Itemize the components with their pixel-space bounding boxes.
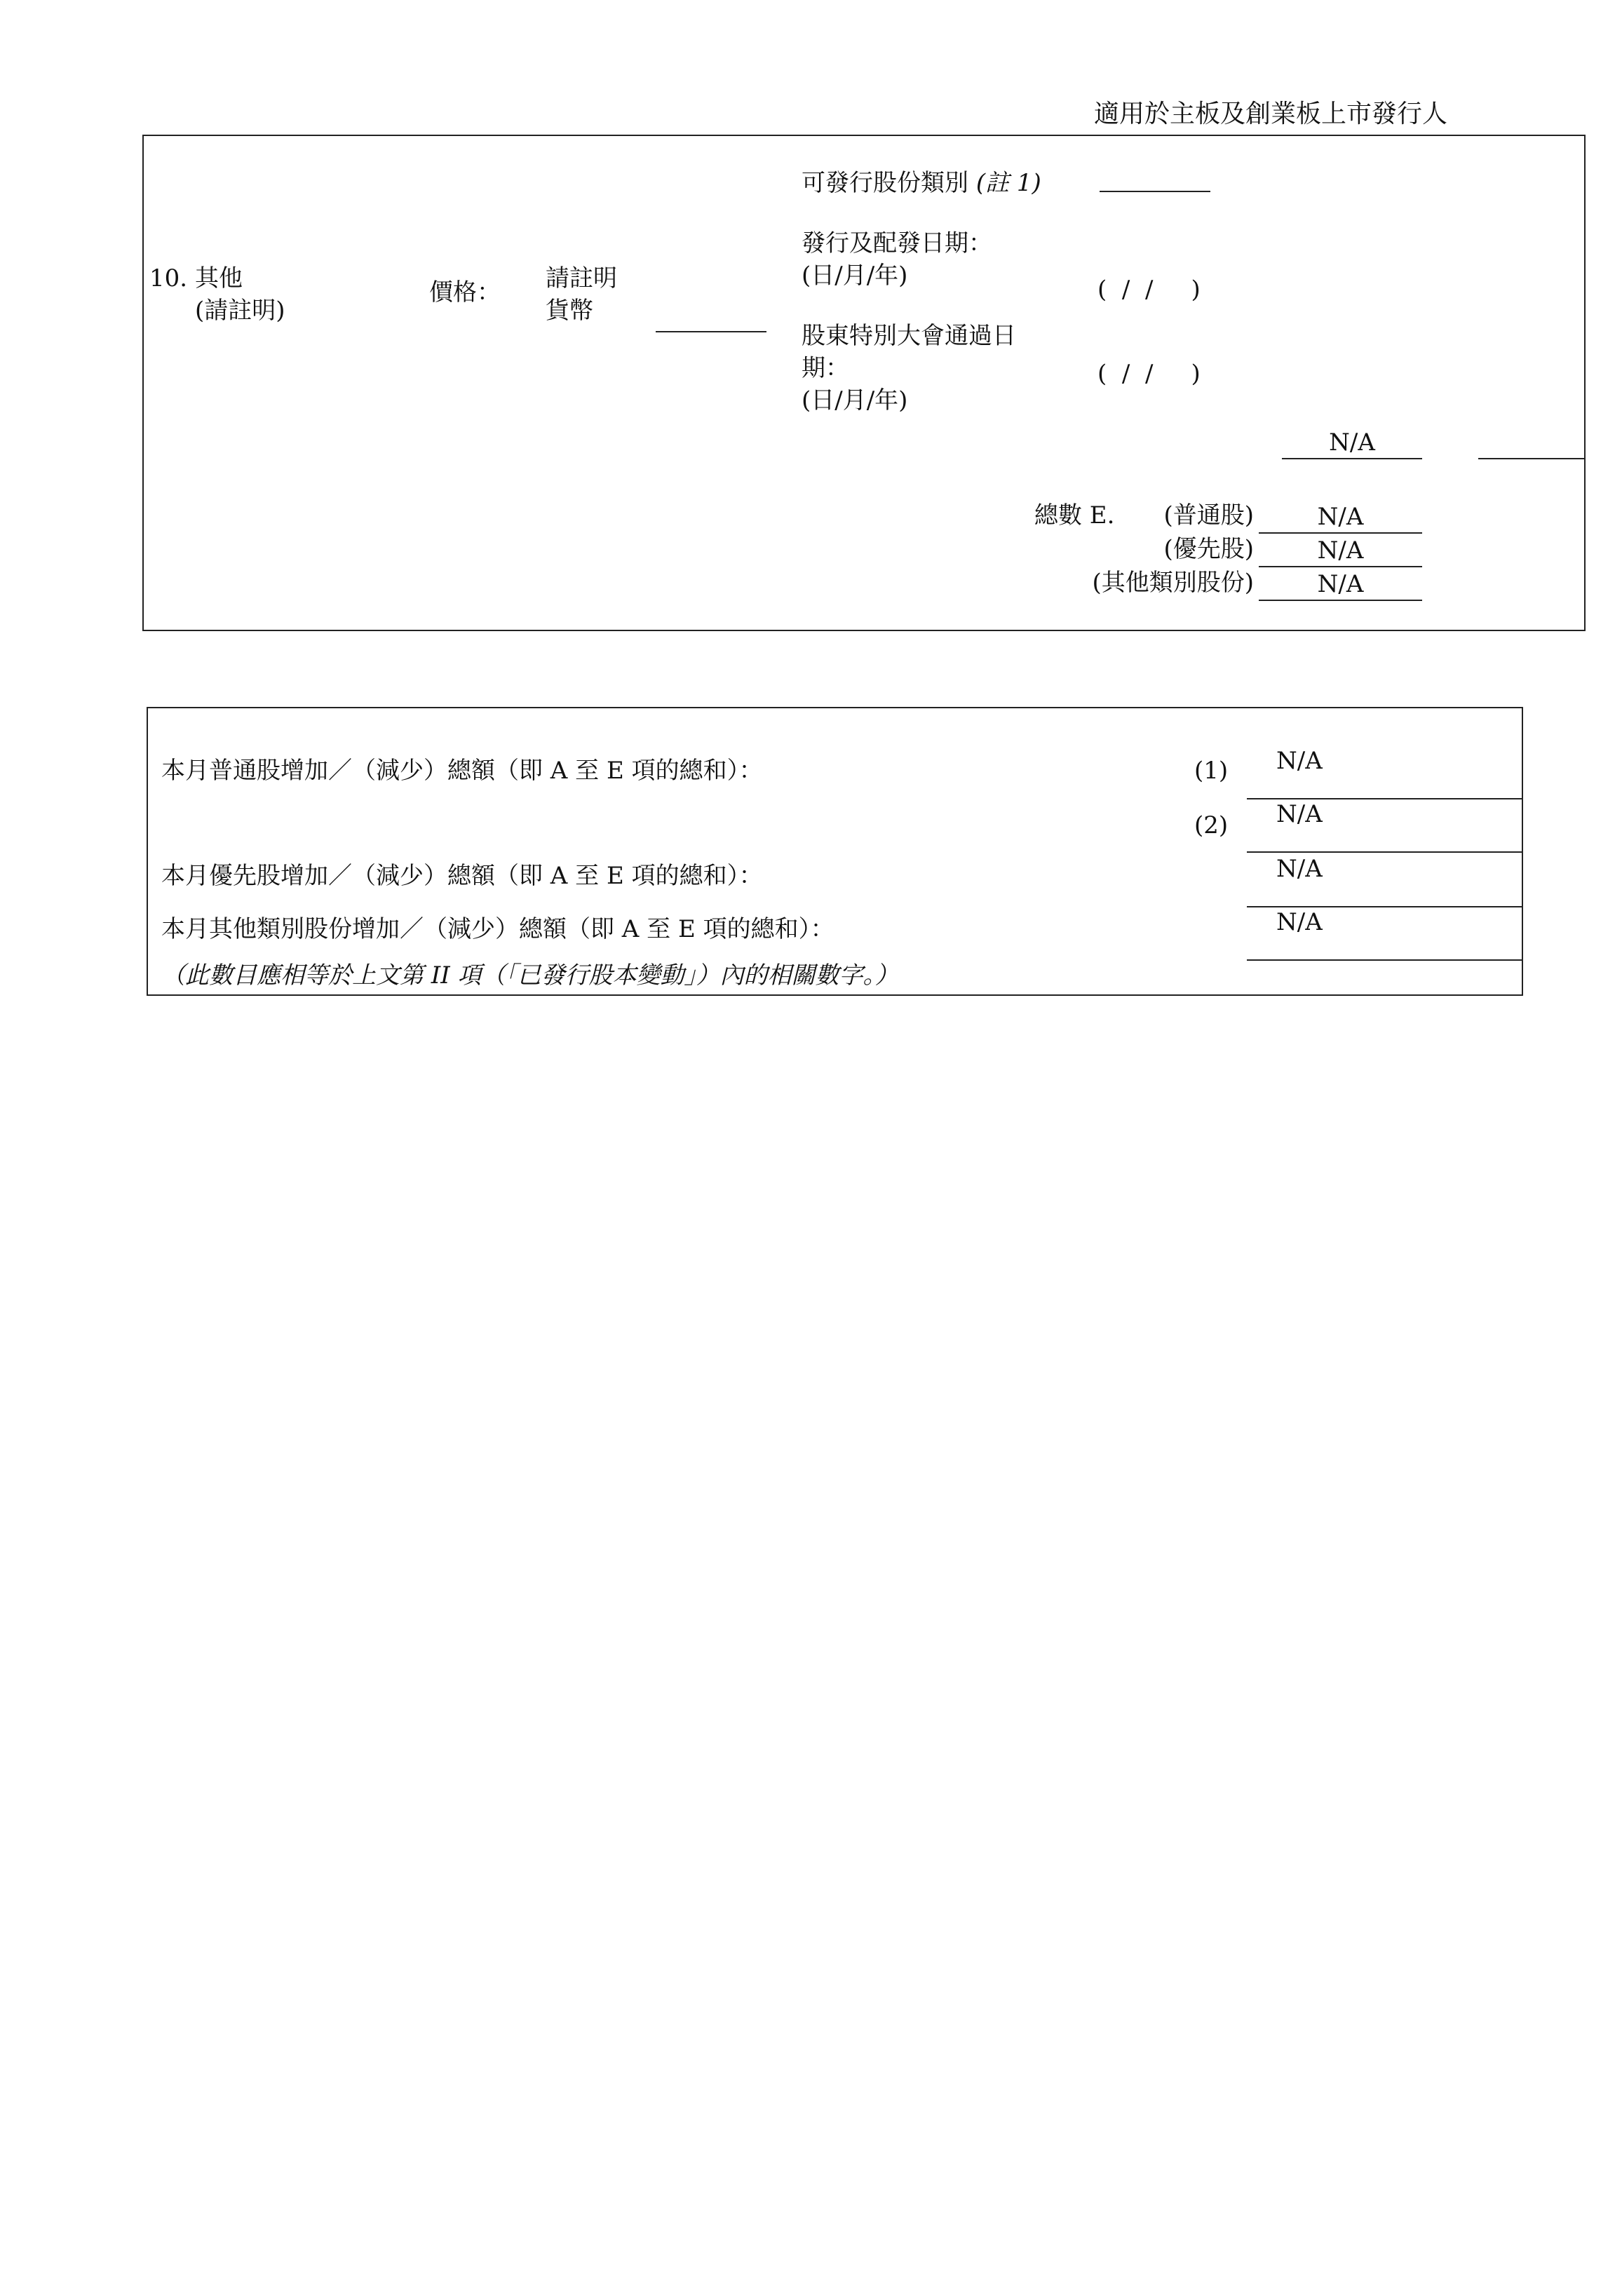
issue-date-format: (日/月/年) [802,262,908,290]
ordinary-value-2: N/A [1276,800,1323,828]
issue-date-label: 發行及配發日期： [802,229,992,257]
currency-label-2: 貨幣 [546,297,593,325]
total-ordinary-label: (普通股) [1163,501,1254,529]
total-e-label: 總數 E. [1034,501,1115,529]
egm-date-field: ( / / ) [1097,360,1201,388]
ordinary-total-label: 本月普通股增加／（減少）總額（即 A 至 E 項的總和）： [161,757,763,785]
egm-date-label: 股東特別大會通過日 [802,322,1016,350]
item-sublabel: (請註明) [195,297,285,325]
total-preference-line [1259,566,1422,567]
ordinary-value-2-line [1247,851,1522,853]
preference-value-line [1247,906,1522,907]
share-class-note: (註 1) [975,169,1041,197]
egm-date-format: (日/月/年) [802,386,908,414]
other-total-label: 本月其他類別股份增加／（減少）總額（即 A 至 E 項的總和）： [161,915,834,943]
share-class-label [802,170,1041,197]
other-total-value: N/A [1276,908,1323,936]
ordinary-value-1: N/A [1276,747,1323,775]
preference-total-label: 本月優先股增加／（減少）總額（即 A 至 E 項的總和）： [161,862,763,890]
issued-value-line [1282,458,1422,459]
ordinary-marker-2: (2) [1194,811,1229,839]
total-other-value: N/A [1317,570,1364,598]
share-class-label-text: 可發行股份類別 [802,169,968,197]
price-blank-line [656,331,766,332]
currency-label: 請註明 [546,264,617,292]
ordinary-value-1-line [1247,798,1522,799]
funds-raised-line [1478,458,1586,459]
item-number: 10. [149,264,188,292]
total-other-line [1259,600,1422,601]
item-label: 其他 [195,264,243,292]
total-ordinary-line [1259,532,1422,534]
total-preference-value: N/A [1317,536,1364,565]
share-class-blank-line [1100,191,1210,192]
issue-date-field: ( / / ) [1097,276,1201,304]
total-preference-label: (優先股) [1163,535,1254,563]
total-other-label: (其他類別股份) [1092,569,1254,597]
applicability-header: 適用於主板及創業板上市發行人 [1094,100,1448,128]
other-value-line [1247,959,1522,961]
summary-note: （此數目應相等於上文第 II 項（「已發行股本變動」）內的相關數字。） [161,961,899,990]
issued-value: N/A [1329,428,1375,457]
price-label: 價格： [429,278,501,306]
egm-date-label-2: 期： [802,354,849,382]
ordinary-marker-1: (1) [1194,757,1229,785]
total-ordinary-value: N/A [1317,503,1364,531]
preference-total-value: N/A [1276,855,1323,883]
